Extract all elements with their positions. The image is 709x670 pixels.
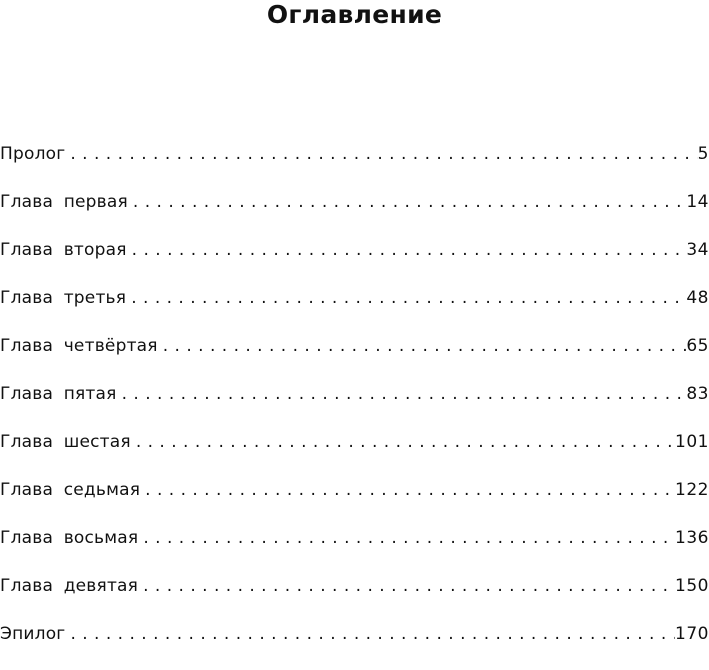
dot-leader (117, 382, 687, 406)
toc-entry-title: Эпилог (0, 624, 66, 644)
dot-leader (65, 142, 697, 166)
toc-entry-page: 34 (686, 240, 709, 260)
toc-entry-title: Глава шестая (0, 432, 131, 452)
toc-entry-chapter-8[interactable] (0, 526, 709, 574)
toc-entry-page: 101 (675, 432, 709, 452)
page-title: Оглавление (266, 0, 443, 29)
toc-entry-page: 83 (686, 384, 709, 404)
dot-leader (128, 190, 686, 214)
toc-entry-title: Глава четвёртая (0, 336, 158, 356)
toc-entry-page: 150 (675, 576, 709, 596)
dot-leader (140, 478, 675, 502)
toc-entry-title: Глава восьмая (0, 528, 139, 548)
toc-entry-chapter-1[interactable] (0, 190, 709, 238)
toc-entry-page: 170 (675, 624, 709, 644)
dot-leader (138, 526, 675, 550)
toc-entry-title: Глава вторая (0, 240, 127, 260)
toc-entry-chapter-6[interactable] (0, 430, 709, 478)
toc-entry-page: 122 (675, 480, 709, 500)
toc-entry-title: Глава первая (0, 192, 128, 212)
toc-entry-page: 14 (686, 192, 709, 212)
toc-entry-title: Глава седьмая (0, 480, 141, 500)
dot-leader (158, 334, 687, 358)
dot-leader (138, 574, 675, 598)
toc-entry-chapter-2[interactable] (0, 238, 709, 286)
toc-entry-page: 5 (697, 144, 709, 164)
toc-entry-epilogue[interactable] (0, 622, 709, 670)
toc-entry-title: Глава девятая (0, 576, 139, 596)
toc-entry-title: Глава пятая (0, 384, 117, 404)
dot-leader (127, 238, 687, 262)
toc-entry-title: Пролог (0, 144, 66, 164)
toc-entry-chapter-4[interactable] (0, 334, 709, 382)
dot-leader (131, 430, 675, 454)
toc-entry-chapter-5[interactable] (0, 382, 709, 430)
toc-entry-page: 48 (686, 288, 709, 308)
toc-entry-prologue[interactable] (0, 142, 709, 190)
toc-entry-chapter-7[interactable] (0, 478, 709, 526)
toc-entry-chapter-9[interactable] (0, 574, 709, 622)
dot-leader (65, 622, 675, 646)
toc-entry-chapter-3[interactable] (0, 286, 709, 334)
toc-entry-page: 136 (675, 528, 709, 548)
toc-entry-title: Глава третья (0, 288, 127, 308)
toc-list (0, 142, 709, 670)
dot-leader (126, 286, 686, 310)
toc-entry-page: 65 (686, 336, 709, 356)
